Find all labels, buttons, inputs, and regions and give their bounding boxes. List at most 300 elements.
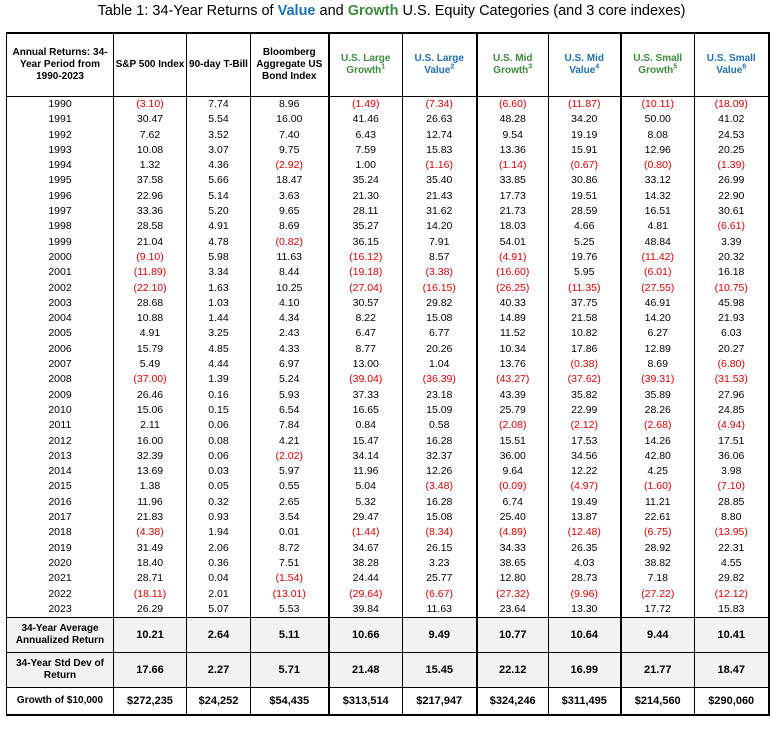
year-cell: 2016 (7, 495, 114, 510)
std-dev-label: 34-Year Std Dev of Return (7, 653, 114, 688)
sp500-cell: 15.06 (114, 403, 187, 418)
large-growth-cell: 8.77 (329, 342, 403, 357)
large-value-cell: (1.16) (403, 158, 477, 173)
large-growth-cell: 13.00 (329, 357, 403, 372)
tbill-cell: 4.44 (187, 357, 251, 372)
large-value-cell: 1.04 (403, 357, 477, 372)
mid-value-cell: 12.22 (549, 464, 621, 479)
tbill-cell: 0.32 (187, 495, 251, 510)
growth-small-value-cell: $290,060 (695, 688, 769, 716)
std-small-value-cell: 18.47 (695, 653, 769, 688)
large-value-cell: 7.91 (403, 235, 477, 250)
mid-growth-cell: (26.25) (477, 281, 549, 296)
large-value-cell: 15.08 (403, 311, 477, 326)
large-growth-cell: 28.11 (329, 204, 403, 219)
small-growth-cell: (27.22) (621, 587, 695, 602)
mid-value-cell: 19.51 (549, 189, 621, 204)
avg-large-value-cell: 9.49 (403, 618, 477, 653)
sp500-cell: 13.69 (114, 464, 187, 479)
mid-growth-cell: (43.27) (477, 372, 549, 387)
small-value-cell: 17.51 (695, 434, 769, 449)
bond-cell: (0.82) (251, 235, 329, 250)
mid-value-cell: 19.19 (549, 128, 621, 143)
mid-growth-cell: 48.28 (477, 112, 549, 127)
table-row (7, 479, 769, 494)
large-growth-cell: 15.47 (329, 434, 403, 449)
large-value-cell: (6.67) (403, 587, 477, 602)
large-value-cell: 31.62 (403, 204, 477, 219)
large-value-cell: (3.38) (403, 265, 477, 280)
small-value-cell: 24.53 (695, 128, 769, 143)
table-row (7, 403, 769, 418)
mid-growth-cell: 17.73 (477, 189, 549, 204)
bond-cell: 8.72 (251, 541, 329, 556)
sp500-cell: 31.49 (114, 541, 187, 556)
small-value-cell: (10.75) (695, 281, 769, 296)
tbill-cell: 5.66 (187, 173, 251, 188)
table-row (7, 388, 769, 403)
std-large-value-cell: 15.45 (403, 653, 477, 688)
bond-cell: 18.47 (251, 173, 329, 188)
bond-cell: (2.02) (251, 449, 329, 464)
mid-value-cell: (9.96) (549, 587, 621, 602)
bond-cell: 11.63 (251, 250, 329, 265)
header-sp500: S&P 500 Index (114, 33, 187, 97)
growth-bond-cell: $54,435 (251, 688, 329, 716)
growth-small-growth-cell: $214,560 (621, 688, 695, 716)
small-growth-cell: 12.89 (621, 342, 695, 357)
large-value-cell: 15.08 (403, 510, 477, 525)
year-cell: 1995 (7, 173, 114, 188)
sp500-cell: 26.29 (114, 602, 187, 618)
small-value-cell: (18.09) (695, 97, 769, 113)
header-large-value-label: U.S. Large Value (414, 53, 464, 76)
table-row (7, 250, 769, 265)
std-mid-value-cell: 16.99 (549, 653, 621, 688)
large-value-cell: 20.26 (403, 342, 477, 357)
table-row (7, 434, 769, 449)
year-cell: 2013 (7, 449, 114, 464)
year-cell: 2009 (7, 388, 114, 403)
std-dev-row (7, 653, 769, 688)
bond-cell: 4.10 (251, 296, 329, 311)
mid-value-cell: 37.75 (549, 296, 621, 311)
mid-growth-cell: (6.60) (477, 97, 549, 113)
small-growth-cell: (2.68) (621, 418, 695, 433)
table-row (7, 372, 769, 387)
year-cell: 2010 (7, 403, 114, 418)
year-cell: 2023 (7, 602, 114, 618)
table-row (7, 112, 769, 127)
growth-sp500-cell: $272,235 (114, 688, 187, 716)
large-value-cell: 25.77 (403, 571, 477, 586)
year-cell: 1998 (7, 219, 114, 234)
tbill-cell: 0.03 (187, 464, 251, 479)
mid-growth-cell: (0.09) (477, 479, 549, 494)
tbill-cell: 4.78 (187, 235, 251, 250)
large-value-cell: 12.74 (403, 128, 477, 143)
avg-tbill-cell: 2.64 (187, 618, 251, 653)
mid-growth-cell: (1.14) (477, 158, 549, 173)
small-growth-cell: 4.81 (621, 219, 695, 234)
mid-value-cell: (12.48) (549, 525, 621, 540)
large-value-cell: (3.48) (403, 479, 477, 494)
table-row (7, 189, 769, 204)
bond-cell: 4.33 (251, 342, 329, 357)
header-mid-value (549, 33, 621, 97)
small-growth-cell: 14.26 (621, 434, 695, 449)
mid-value-cell: 4.03 (549, 556, 621, 571)
year-cell: 2000 (7, 250, 114, 265)
mid-value-cell: (37.62) (549, 372, 621, 387)
year-cell: 2005 (7, 326, 114, 341)
small-growth-cell: 8.69 (621, 357, 695, 372)
bond-cell: 3.54 (251, 510, 329, 525)
avg-mid-growth-cell: 10.77 (477, 618, 549, 653)
mid-value-cell: (0.38) (549, 357, 621, 372)
small-growth-cell: 14.32 (621, 189, 695, 204)
mid-value-cell: 28.59 (549, 204, 621, 219)
sp500-cell: 22.96 (114, 189, 187, 204)
sp500-cell: 37.58 (114, 173, 187, 188)
std-large-growth-cell: 21.48 (329, 653, 403, 688)
table-row (7, 541, 769, 556)
tbill-cell: 2.01 (187, 587, 251, 602)
bond-cell: 2.65 (251, 495, 329, 510)
std-bond-cell: 5.71 (251, 653, 329, 688)
average-return-label: 34-Year Average Annualized Return (7, 618, 114, 653)
year-cell: 2003 (7, 296, 114, 311)
table-row (7, 158, 769, 173)
large-value-cell: (16.15) (403, 281, 477, 296)
tbill-cell: 1.94 (187, 525, 251, 540)
mid-value-cell: 30.86 (549, 173, 621, 188)
year-cell: 2007 (7, 357, 114, 372)
footnote-3: 3 (528, 63, 533, 71)
bond-cell: (13.01) (251, 587, 329, 602)
mid-value-cell: 19.49 (549, 495, 621, 510)
footnote-2: 2 (450, 63, 455, 71)
table-row (7, 296, 769, 311)
growth-of-10000-label: Growth of $10,000 (7, 688, 114, 716)
year-cell: 2017 (7, 510, 114, 525)
small-growth-cell: (27.55) (621, 281, 695, 296)
mid-growth-cell: 13.76 (477, 357, 549, 372)
tbill-cell: 2.06 (187, 541, 251, 556)
growth-large-value-cell: $217,947 (403, 688, 477, 716)
large-growth-cell: 30.57 (329, 296, 403, 311)
mid-value-cell: 19.76 (549, 250, 621, 265)
header-bond: Bloomberg Aggregate US Bond Index (251, 33, 329, 97)
returns-table (6, 32, 770, 716)
small-growth-cell: (39.31) (621, 372, 695, 387)
small-growth-cell: 14.20 (621, 311, 695, 326)
header-small-value (695, 33, 769, 97)
large-growth-cell: 21.30 (329, 189, 403, 204)
large-growth-cell: 36.15 (329, 235, 403, 250)
year-cell: 2002 (7, 281, 114, 296)
small-value-cell: (6.61) (695, 219, 769, 234)
small-value-cell: 20.27 (695, 342, 769, 357)
small-growth-cell: 8.08 (621, 128, 695, 143)
mid-growth-cell: 11.52 (477, 326, 549, 341)
table-row (7, 602, 769, 618)
large-value-cell: 11.63 (403, 602, 477, 618)
mid-growth-cell: 25.79 (477, 403, 549, 418)
small-value-cell: 45.98 (695, 296, 769, 311)
small-value-cell: 15.83 (695, 602, 769, 618)
large-growth-cell: (19.18) (329, 265, 403, 280)
year-cell: 1994 (7, 158, 114, 173)
mid-growth-cell: (4.91) (477, 250, 549, 265)
mid-value-cell: 13.30 (549, 602, 621, 618)
tbill-cell: 1.03 (187, 296, 251, 311)
mid-value-cell: 34.20 (549, 112, 621, 127)
mid-growth-cell: (27.32) (477, 587, 549, 602)
growth-of-10000-row (7, 688, 769, 716)
table-row (7, 464, 769, 479)
mid-value-cell: 17.53 (549, 434, 621, 449)
bond-cell: (1.54) (251, 571, 329, 586)
large-value-cell: 0.58 (403, 418, 477, 433)
table-row (7, 449, 769, 464)
small-value-cell: (4.94) (695, 418, 769, 433)
tbill-cell: 3.07 (187, 143, 251, 158)
sp500-cell: 26.46 (114, 388, 187, 403)
mid-growth-cell: 12.80 (477, 571, 549, 586)
bond-cell: 7.51 (251, 556, 329, 571)
table-row (7, 128, 769, 143)
sp500-cell: (3.10) (114, 97, 187, 113)
small-growth-cell: 4.25 (621, 464, 695, 479)
small-value-cell: 28.85 (695, 495, 769, 510)
mid-value-cell: 26.35 (549, 541, 621, 556)
avg-small-value-cell: 10.41 (695, 618, 769, 653)
growth-tbill-cell: $24,252 (187, 688, 251, 716)
mid-value-cell: (4.97) (549, 479, 621, 494)
sp500-cell: 32.39 (114, 449, 187, 464)
bond-cell: 4.21 (251, 434, 329, 449)
mid-growth-cell: 33.85 (477, 173, 549, 188)
mid-value-cell: 22.99 (549, 403, 621, 418)
year-cell: 1999 (7, 235, 114, 250)
large-growth-cell: 37.33 (329, 388, 403, 403)
small-value-cell: (12.12) (695, 587, 769, 602)
mid-growth-cell: 36.00 (477, 449, 549, 464)
large-growth-cell: 0.84 (329, 418, 403, 433)
tbill-cell: 4.91 (187, 219, 251, 234)
large-value-cell: 29.82 (403, 296, 477, 311)
tbill-cell: 5.54 (187, 112, 251, 127)
small-growth-cell: 42.80 (621, 449, 695, 464)
large-value-cell: 23.18 (403, 388, 477, 403)
mid-growth-cell: (2.08) (477, 418, 549, 433)
table-row (7, 265, 769, 280)
avg-bond-cell: 5.11 (251, 618, 329, 653)
bond-cell: 5.53 (251, 602, 329, 618)
mid-value-cell: 21.58 (549, 311, 621, 326)
large-value-cell: (8.34) (403, 525, 477, 540)
bond-cell: (2.92) (251, 158, 329, 173)
year-cell: 2020 (7, 556, 114, 571)
sp500-cell: 1.32 (114, 158, 187, 173)
title-prefix: Table 1: 34-Year Returns of (97, 3, 278, 19)
tbill-cell: 4.36 (187, 158, 251, 173)
tbill-cell: 4.85 (187, 342, 251, 357)
small-growth-cell: 11.21 (621, 495, 695, 510)
footnote-5: 5 (673, 63, 678, 71)
bond-cell: 3.63 (251, 189, 329, 204)
std-tbill-cell: 2.27 (187, 653, 251, 688)
year-cell: 2015 (7, 479, 114, 494)
small-growth-cell: 33.12 (621, 173, 695, 188)
year-cell: 1990 (7, 97, 114, 113)
small-value-cell: (13.95) (695, 525, 769, 540)
header-period: Annual Returns: 34-Year Period from 1990-2023 (7, 33, 114, 97)
large-growth-cell: (1.49) (329, 97, 403, 113)
header-small-growth (621, 33, 695, 97)
mid-value-cell: (0.67) (549, 158, 621, 173)
table-row (7, 204, 769, 219)
mid-growth-cell: (16.60) (477, 265, 549, 280)
sp500-cell: 7.62 (114, 128, 187, 143)
std-mid-growth-cell: 22.12 (477, 653, 549, 688)
small-value-cell: (7.10) (695, 479, 769, 494)
small-growth-cell: 38.82 (621, 556, 695, 571)
sp500-cell: (4.38) (114, 525, 187, 540)
mid-value-cell: 28.73 (549, 571, 621, 586)
table-row (7, 357, 769, 372)
bond-cell: 9.75 (251, 143, 329, 158)
large-growth-cell: 38.28 (329, 556, 403, 571)
small-growth-cell: (6.75) (621, 525, 695, 540)
header-mid-growth (477, 33, 549, 97)
sp500-cell: 2.11 (114, 418, 187, 433)
bond-cell: 0.55 (251, 479, 329, 494)
mid-value-cell: 17.86 (549, 342, 621, 357)
sp500-cell: 11.96 (114, 495, 187, 510)
tbill-cell: 1.39 (187, 372, 251, 387)
large-value-cell: 21.43 (403, 189, 477, 204)
year-cell: 2018 (7, 525, 114, 540)
large-value-cell: 16.28 (403, 495, 477, 510)
table-row (7, 418, 769, 433)
large-growth-cell: 6.43 (329, 128, 403, 143)
tbill-cell: 5.98 (187, 250, 251, 265)
large-growth-cell: 11.96 (329, 464, 403, 479)
small-value-cell: 20.25 (695, 143, 769, 158)
large-value-cell: 8.57 (403, 250, 477, 265)
small-value-cell: 21.93 (695, 311, 769, 326)
large-value-cell: 16.28 (403, 434, 477, 449)
mid-value-cell: 34.56 (549, 449, 621, 464)
table-row (7, 525, 769, 540)
table-row (7, 495, 769, 510)
tbill-cell: 3.25 (187, 326, 251, 341)
bond-cell: 4.34 (251, 311, 329, 326)
small-value-cell: 26.99 (695, 173, 769, 188)
sp500-cell: 21.04 (114, 235, 187, 250)
header-large-growth-label: U.S. Large Growth (341, 53, 391, 76)
header-mid-value-label: U.S. Mid Value (564, 53, 604, 76)
large-value-cell: 26.15 (403, 541, 477, 556)
mid-value-cell: 35.82 (549, 388, 621, 403)
year-cell: 2021 (7, 571, 114, 586)
large-growth-cell: (1.44) (329, 525, 403, 540)
small-growth-cell: 28.26 (621, 403, 695, 418)
small-value-cell: 41.02 (695, 112, 769, 127)
table-row (7, 173, 769, 188)
growth-large-growth-cell: $313,514 (329, 688, 403, 716)
small-value-cell: 4.55 (695, 556, 769, 571)
small-value-cell: 24.85 (695, 403, 769, 418)
small-value-cell: (6.80) (695, 357, 769, 372)
small-value-cell: 29.82 (695, 571, 769, 586)
small-growth-cell: (1.60) (621, 479, 695, 494)
header-row (7, 33, 769, 97)
small-growth-cell: 35.89 (621, 388, 695, 403)
tbill-cell: 1.44 (187, 311, 251, 326)
large-value-cell: (36.39) (403, 372, 477, 387)
year-cell: 1997 (7, 204, 114, 219)
small-growth-cell: (11.42) (621, 250, 695, 265)
small-value-cell: 6.03 (695, 326, 769, 341)
small-value-cell: 30.61 (695, 204, 769, 219)
sp500-cell: 33.36 (114, 204, 187, 219)
tbill-cell: 0.05 (187, 479, 251, 494)
bond-cell: 5.93 (251, 388, 329, 403)
mid-value-cell: 5.95 (549, 265, 621, 280)
large-growth-cell: (29.64) (329, 587, 403, 602)
sp500-cell: (37.00) (114, 372, 187, 387)
large-growth-cell: 24.44 (329, 571, 403, 586)
small-growth-cell: 28.92 (621, 541, 695, 556)
year-cell: 1991 (7, 112, 114, 127)
sp500-cell: 28.68 (114, 296, 187, 311)
avg-sp500-cell: 10.21 (114, 618, 187, 653)
large-value-cell: 15.09 (403, 403, 477, 418)
large-value-cell: 26.63 (403, 112, 477, 127)
table-row (7, 556, 769, 571)
sp500-cell: 18.40 (114, 556, 187, 571)
large-value-cell: 6.77 (403, 326, 477, 341)
bond-cell: 8.96 (251, 97, 329, 113)
year-cell: 1996 (7, 189, 114, 204)
average-return-row (7, 618, 769, 653)
small-growth-cell: 17.72 (621, 602, 695, 618)
large-growth-cell: 35.27 (329, 219, 403, 234)
sp500-cell: 28.71 (114, 571, 187, 586)
bond-cell: 0.01 (251, 525, 329, 540)
mid-value-cell: 10.82 (549, 326, 621, 341)
avg-large-growth-cell: 10.66 (329, 618, 403, 653)
year-cell: 2006 (7, 342, 114, 357)
tbill-cell: 0.06 (187, 418, 251, 433)
small-growth-cell: 6.27 (621, 326, 695, 341)
bond-cell: 7.84 (251, 418, 329, 433)
large-growth-cell: 6.47 (329, 326, 403, 341)
mid-growth-cell: 23.64 (477, 602, 549, 618)
tbill-cell: 0.36 (187, 556, 251, 571)
table-row (7, 587, 769, 602)
growth-mid-growth-cell: $324,246 (477, 688, 549, 716)
sp500-cell: 1.38 (114, 479, 187, 494)
tbill-cell: 1.63 (187, 281, 251, 296)
year-cell: 2012 (7, 434, 114, 449)
large-growth-cell: 5.04 (329, 479, 403, 494)
small-growth-cell: (6.01) (621, 265, 695, 280)
large-value-cell: 3.23 (403, 556, 477, 571)
